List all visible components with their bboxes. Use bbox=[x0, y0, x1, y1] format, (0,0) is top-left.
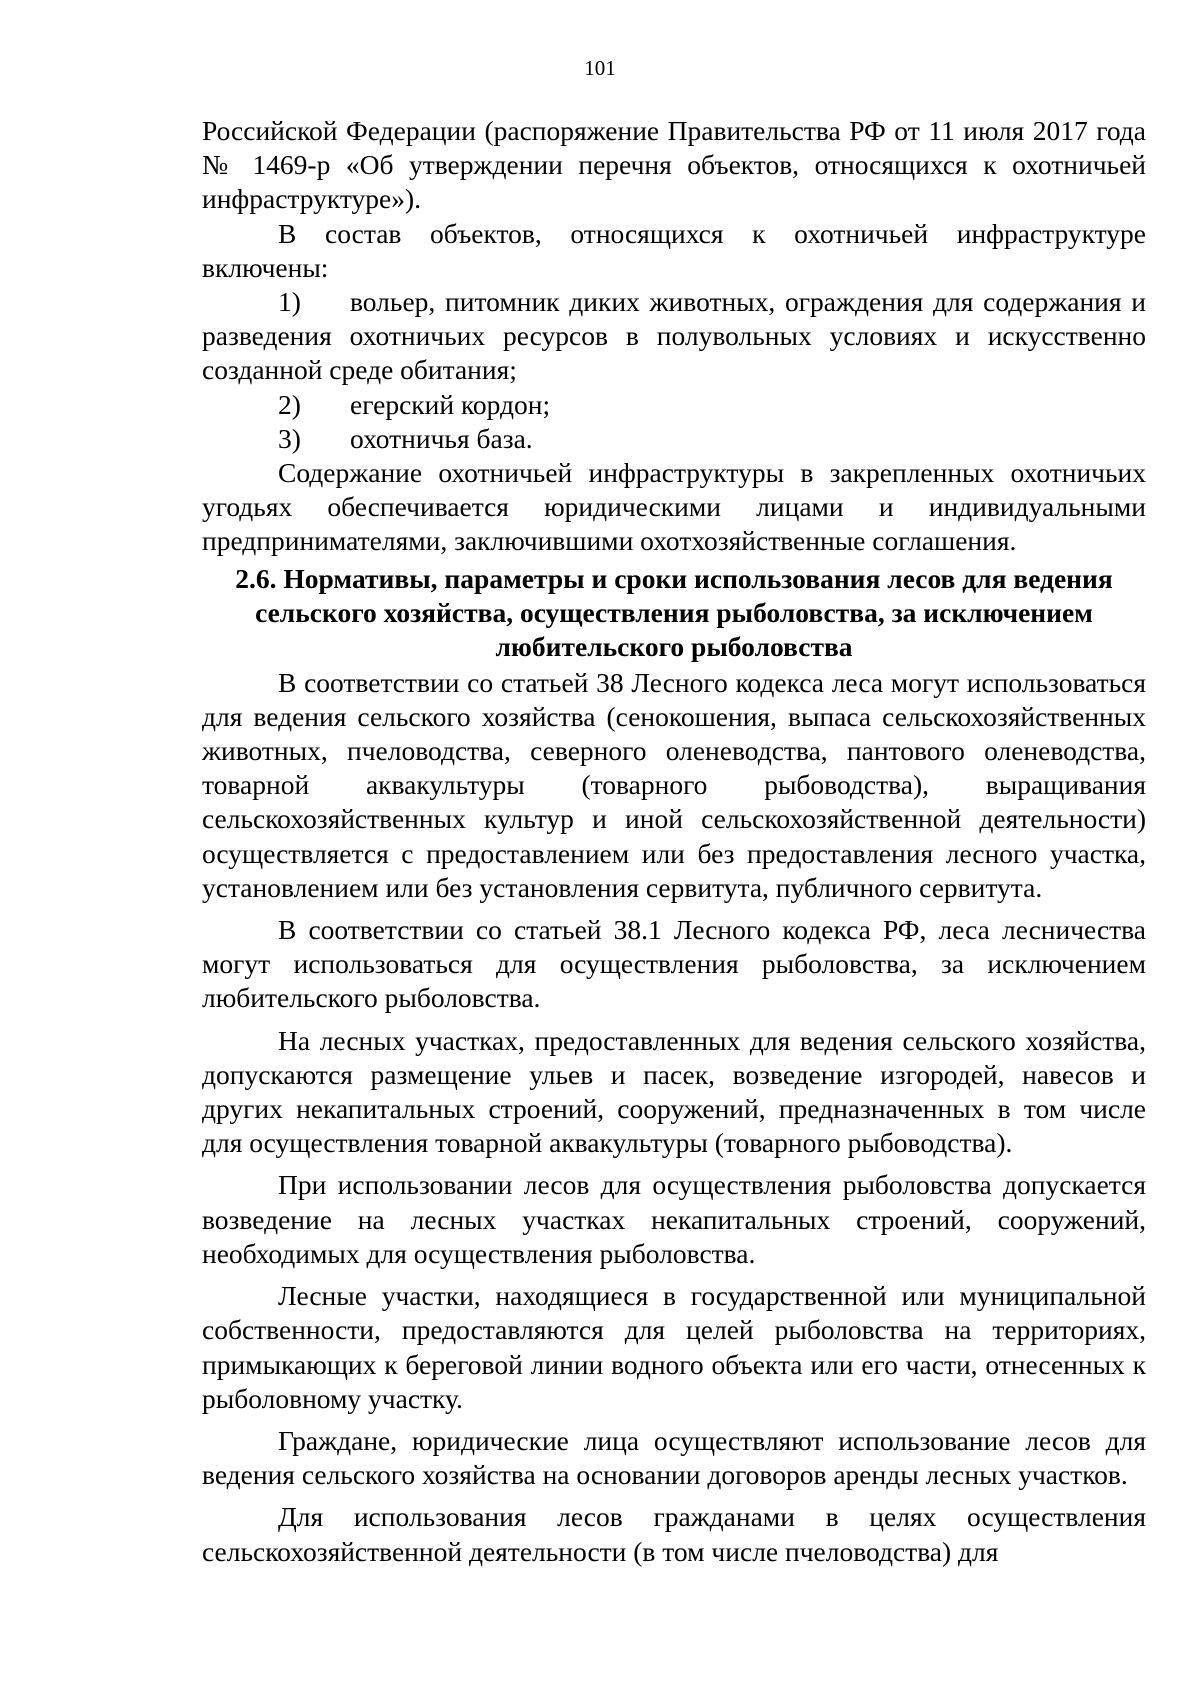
paragraph: Граждане, юридические лица осуществляют использование лесов для ведения сельского хозяйства на основании договоров аренды лесных участков. bbox=[202, 1424, 1146, 1491]
paragraph: Российской Федерации (распоряжение Правительства РФ от 11 июля 2017 года № 1469-р «Об утверждении перечня объектов, относящихся к охотничьей инфраструктуре»). bbox=[202, 115, 1146, 215]
paragraph: Для использования лесов гражданами в целях осуществления сельскохозяйственной деятельности (в том числе пчеловодства) для bbox=[202, 1501, 1146, 1567]
list-item-text: вольер, питомник диких животных, ограждения для содержания и разведения охотничьих ресурсов в полувольных условиях и искусственно созданной среде обитания; bbox=[202, 286, 1146, 386]
list-item-text: охотничья база. bbox=[350, 422, 533, 454]
section-heading: 2.6. Нормативы, параметры и сроки использования лесов для ведения сельского хозяйства, осуществления рыболовства, за исключением любительского рыболовства bbox=[235, 562, 1113, 662]
paragraph: В состав объектов, относящихся к охотничьей инфраструктуре включены: bbox=[202, 217, 1146, 283]
paragraph: В соответствии со статьей 38.1 Лесного кодекса РФ, леса лесничества могут использоваться для осуществления рыболовства, за исключением любительского рыболовства. bbox=[202, 914, 1146, 1014]
list-item-text: егерский кордон; bbox=[350, 388, 551, 420]
paragraph: Лесные участки, находящиеся в государственной или муниципальной собственности, предоставляются для целей рыболовства на территориях, примыкающих к береговой линии водного объекта или его части, отнесенных к рыболовному участку. bbox=[202, 1280, 1146, 1414]
paragraph: Содержание охотничьей инфраструктуры в закрепленных охотничьих угодьях обеспечивается юридическими лицами и индивидуальными предпринимателями, заключившими охотхозяйственные соглашения. bbox=[202, 457, 1146, 557]
list-item bbox=[202, 285, 1146, 388]
page-number: 101 bbox=[584, 56, 616, 80]
paragraph: На лесных участках, предоставленных для ведения сельского хозяйства, допускаются размещение ульев и пасек, возведение изгородей, навесов и других некапитальных строений, сооружений, предназначенных в том числе для осуществления товарной аквакультуры (товарного рыбоводства). bbox=[202, 1024, 1146, 1159]
page-body bbox=[202, 114, 1146, 1569]
list-item bbox=[202, 388, 1146, 422]
paragraph: В соответствии со статьей 38 Лесного кодекса леса могут использоваться для ведения сельского хозяйства (сенокошения, выпаса сельскохозяйственных животных, пчеловодства, северного оленеводства, пантового оленеводства, товарной аквакультуры (товарного рыбоводства), выращивания сельскохозяйственных культур и иной сельскохозяйственной деятельности) осуществляется с предоставлением или без предоставления лесного участка, установлением или без установления сервитута, публичного сервитута. bbox=[202, 666, 1146, 903]
list-item-number: 2) bbox=[278, 388, 301, 420]
list-item bbox=[202, 422, 1146, 456]
list-item-number: 1) bbox=[278, 286, 301, 318]
paragraph: При использовании лесов для осуществления рыболовства допускается возведение на лесных участках некапитальных строений, сооружений, необходимых для осуществления рыболовства. bbox=[202, 1169, 1146, 1269]
list-item-number: 3) bbox=[278, 422, 301, 454]
